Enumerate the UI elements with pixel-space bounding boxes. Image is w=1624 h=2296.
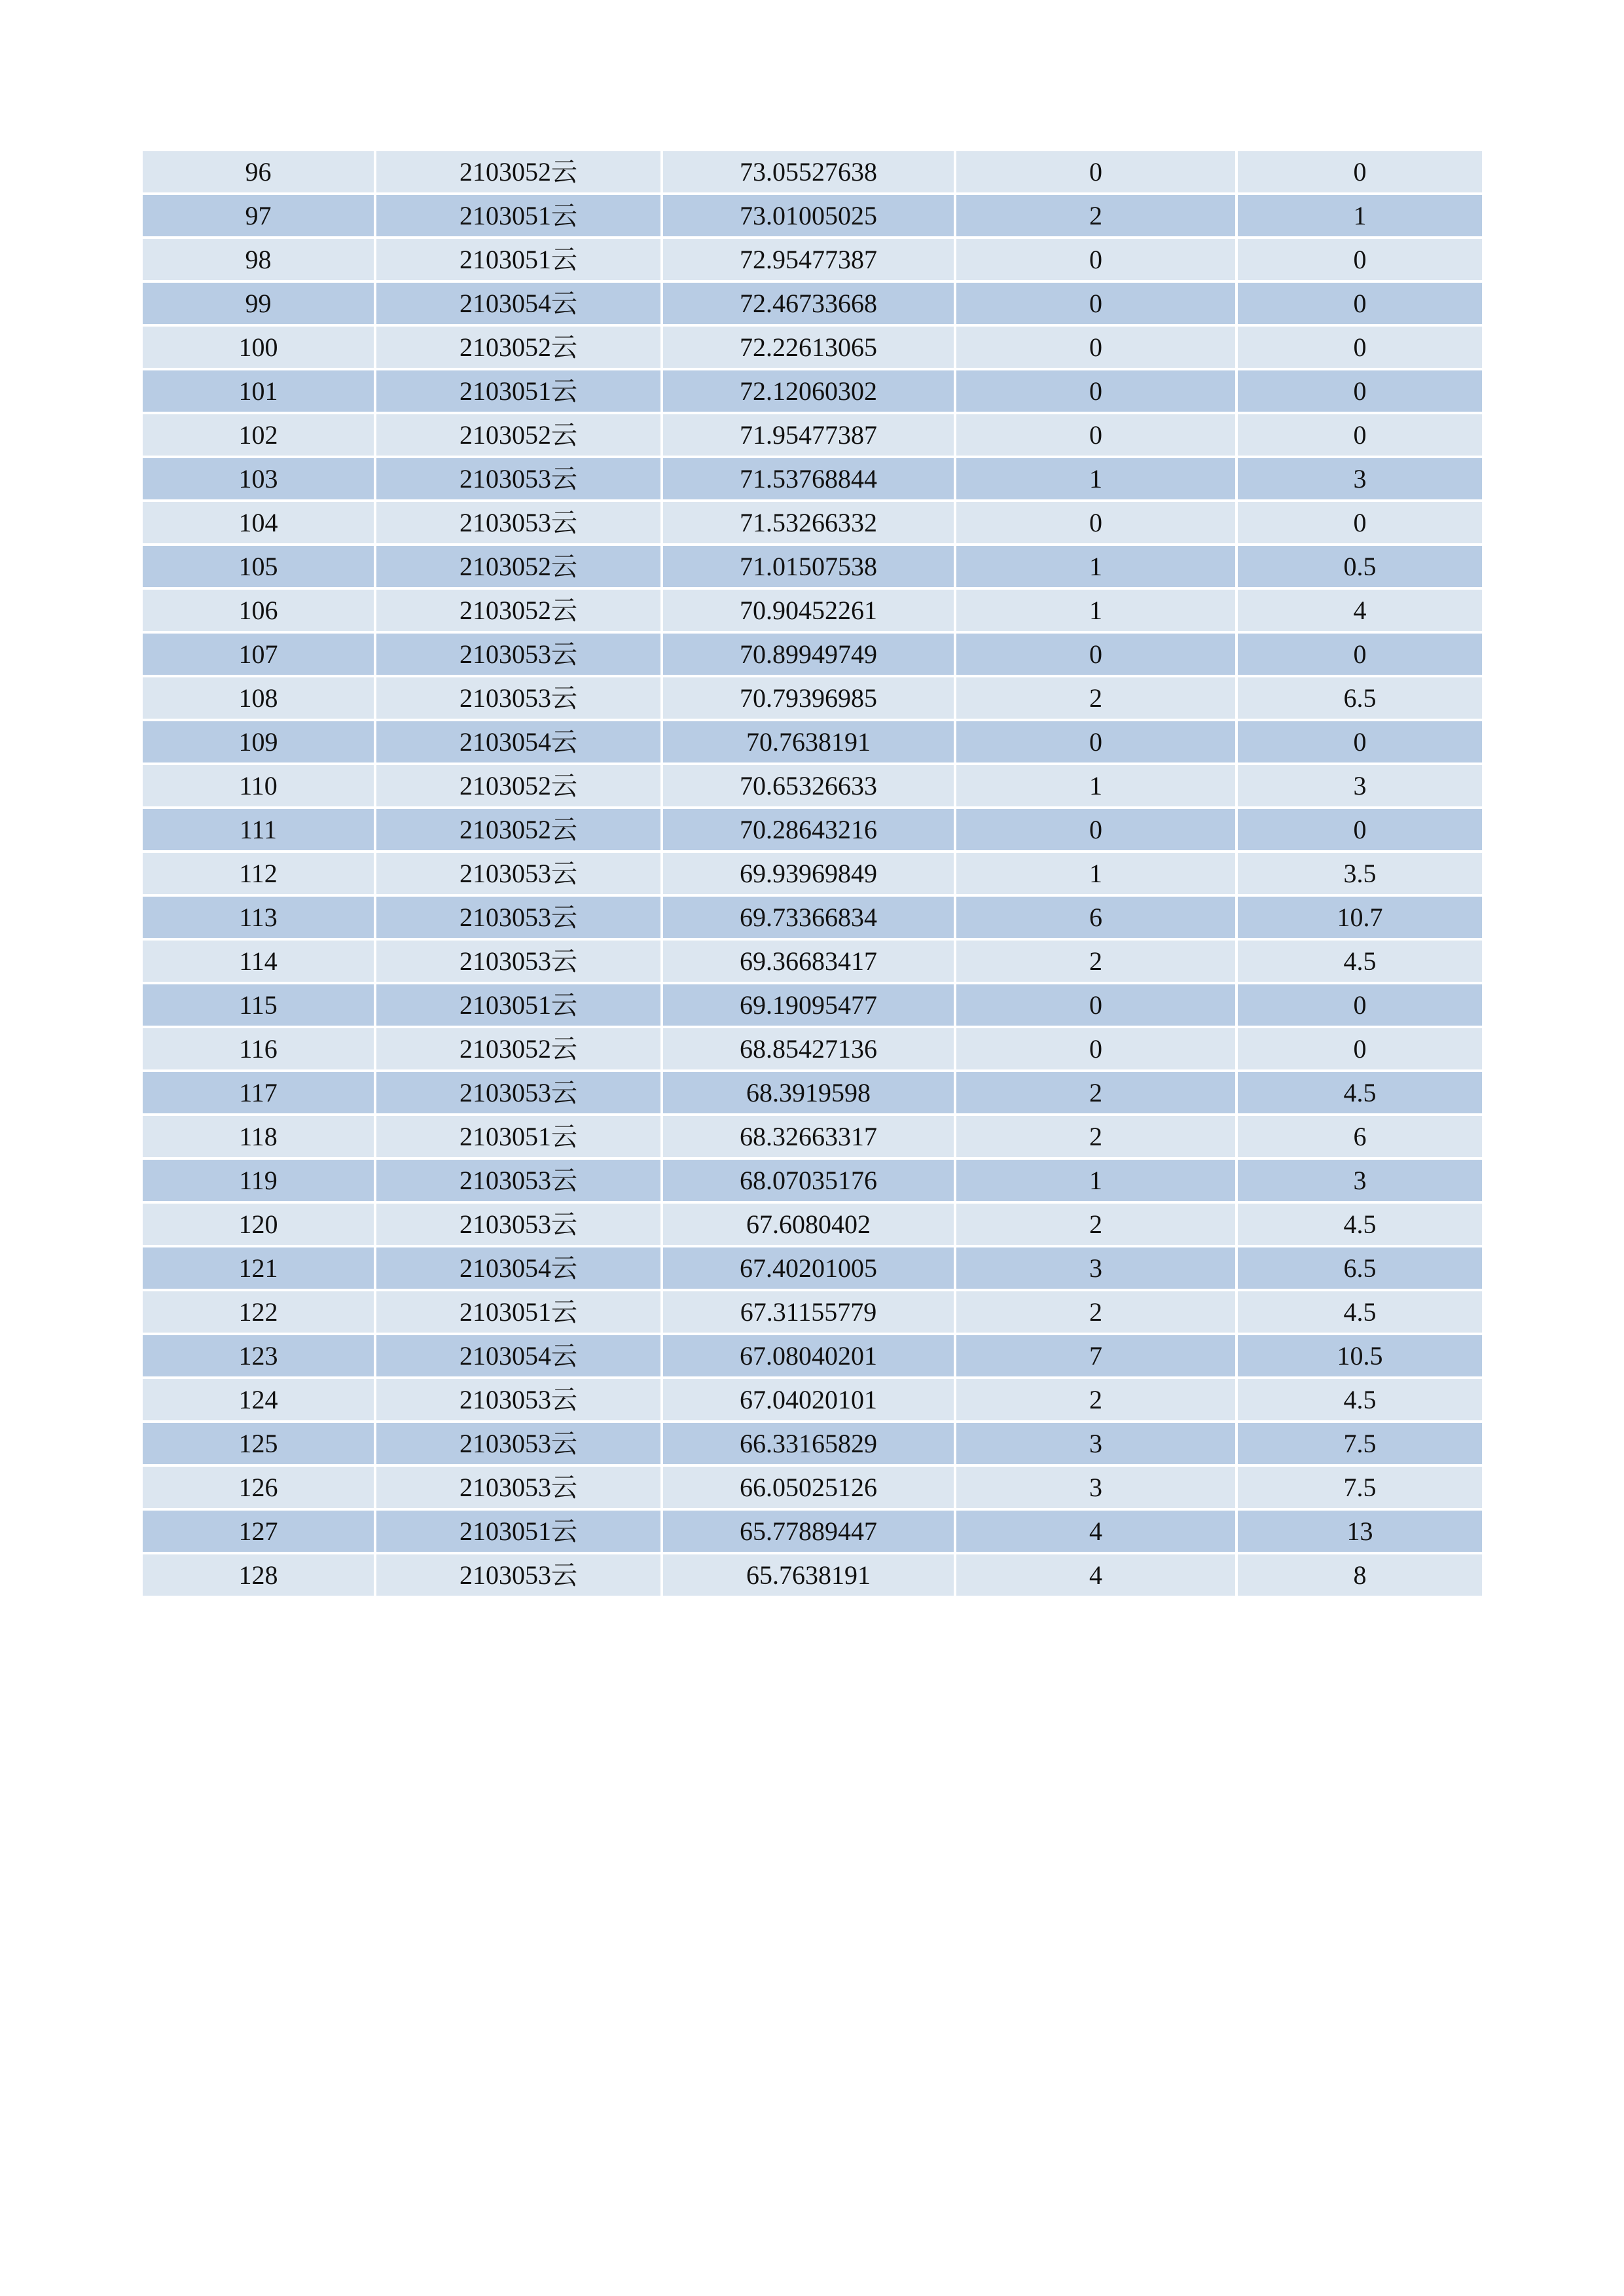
class-cell: 2103053云 [375,1465,662,1509]
count-cell: 0 [955,369,1236,413]
rank-cell: 106 [141,588,375,632]
score-cell: 70.90452261 [662,588,955,632]
class-cell: 2103053云 [375,457,662,501]
class-cell: 2103051云 [375,1290,662,1334]
count-cell: 2 [955,1115,1236,1158]
count-cell: 0 [955,238,1236,281]
score-cell: 65.7638191 [662,1553,955,1597]
class-cell: 2103052云 [375,150,662,194]
class-cell: 2103051云 [375,369,662,413]
class-cell: 2103052云 [375,545,662,588]
count-cell: 0 [955,632,1236,676]
class-cell: 2103051云 [375,1509,662,1553]
class-cell: 2103053云 [375,852,662,895]
table-row [141,939,1483,983]
class-cell: 2103054云 [375,720,662,764]
rank-cell: 123 [141,1334,375,1378]
points-cell: 3 [1236,457,1483,501]
table-row [141,457,1483,501]
class-cell: 2103053云 [375,1378,662,1422]
points-cell: 6 [1236,1115,1483,1158]
table-row [141,1290,1483,1334]
score-cell: 72.46733668 [662,281,955,325]
points-cell: 7.5 [1236,1422,1483,1465]
score-cell: 66.05025126 [662,1465,955,1509]
class-cell: 2103053云 [375,1202,662,1246]
table-body [141,150,1483,1597]
table-row [141,852,1483,895]
score-cell: 69.93969849 [662,852,955,895]
score-cell: 72.22613065 [662,325,955,369]
table-row [141,1246,1483,1290]
points-cell: 3 [1236,1158,1483,1202]
score-cell: 69.73366834 [662,895,955,939]
count-cell: 1 [955,588,1236,632]
rank-cell: 118 [141,1115,375,1158]
table-row [141,325,1483,369]
count-cell: 1 [955,764,1236,808]
count-cell: 3 [955,1422,1236,1465]
class-cell: 2103053云 [375,501,662,545]
table-row [141,588,1483,632]
class-cell: 2103052云 [375,808,662,852]
points-cell: 4.5 [1236,1378,1483,1422]
rank-cell: 97 [141,194,375,238]
rank-cell: 103 [141,457,375,501]
score-cell: 67.6080402 [662,1202,955,1246]
table-row [141,1027,1483,1071]
score-cell: 71.01507538 [662,545,955,588]
class-cell: 2103052云 [375,764,662,808]
class-cell: 2103053云 [375,1071,662,1115]
score-cell: 67.40201005 [662,1246,955,1290]
score-cell: 72.95477387 [662,238,955,281]
class-cell: 2103054云 [375,1334,662,1378]
class-cell: 2103053云 [375,1158,662,1202]
rank-cell: 112 [141,852,375,895]
table-row [141,1202,1483,1246]
score-cell: 71.95477387 [662,413,955,457]
rank-cell: 115 [141,983,375,1027]
rank-cell: 116 [141,1027,375,1071]
class-cell: 2103053云 [375,632,662,676]
table-row [141,369,1483,413]
count-cell: 3 [955,1246,1236,1290]
count-cell: 7 [955,1334,1236,1378]
score-cell: 68.85427136 [662,1027,955,1071]
class-cell: 2103051云 [375,1115,662,1158]
class-cell: 2103052云 [375,325,662,369]
count-cell: 0 [955,808,1236,852]
table-row [141,1465,1483,1509]
rank-cell: 104 [141,501,375,545]
table-row [141,281,1483,325]
score-cell: 66.33165829 [662,1422,955,1465]
score-cell: 72.12060302 [662,369,955,413]
points-cell: 0 [1236,720,1483,764]
points-cell: 13 [1236,1509,1483,1553]
score-cell: 70.89949749 [662,632,955,676]
class-cell: 2103053云 [375,895,662,939]
rank-cell: 111 [141,808,375,852]
rank-cell: 124 [141,1378,375,1422]
count-cell: 2 [955,1290,1236,1334]
points-cell: 0 [1236,501,1483,545]
points-cell: 6.5 [1236,1246,1483,1290]
table-row [141,676,1483,720]
count-cell: 0 [955,983,1236,1027]
points-cell: 4.5 [1236,1202,1483,1246]
rank-cell: 110 [141,764,375,808]
class-cell: 2103052云 [375,588,662,632]
points-cell: 0 [1236,413,1483,457]
table-row [141,1334,1483,1378]
points-cell: 0 [1236,281,1483,325]
class-cell: 2103053云 [375,1553,662,1597]
rank-cell: 109 [141,720,375,764]
score-cell: 69.36683417 [662,939,955,983]
table-row [141,764,1483,808]
score-cell: 67.08040201 [662,1334,955,1378]
count-cell: 1 [955,545,1236,588]
score-cell: 70.28643216 [662,808,955,852]
count-cell: 2 [955,1071,1236,1115]
table-row [141,983,1483,1027]
points-cell: 4.5 [1236,939,1483,983]
table-row [141,808,1483,852]
points-cell: 1 [1236,194,1483,238]
table-row [141,1509,1483,1553]
points-cell: 8 [1236,1553,1483,1597]
count-cell: 6 [955,895,1236,939]
score-cell: 71.53266332 [662,501,955,545]
rank-cell: 122 [141,1290,375,1334]
score-cell: 68.32663317 [662,1115,955,1158]
class-cell: 2103054云 [375,1246,662,1290]
score-cell: 67.31155779 [662,1290,955,1334]
count-cell: 0 [955,281,1236,325]
score-cell: 70.7638191 [662,720,955,764]
points-cell: 4.5 [1236,1071,1483,1115]
count-cell: 4 [955,1553,1236,1597]
count-cell: 0 [955,150,1236,194]
count-cell: 2 [955,1202,1236,1246]
class-cell: 2103053云 [375,939,662,983]
table-row [141,150,1483,194]
points-cell: 10.7 [1236,895,1483,939]
table-row [141,1378,1483,1422]
count-cell: 4 [955,1509,1236,1553]
count-cell: 2 [955,676,1236,720]
count-cell: 0 [955,325,1236,369]
score-cell: 67.04020101 [662,1378,955,1422]
count-cell: 1 [955,852,1236,895]
rank-cell: 108 [141,676,375,720]
ranking-table [140,149,1485,1598]
score-cell: 65.77889447 [662,1509,955,1553]
table-row [141,545,1483,588]
points-cell: 0.5 [1236,545,1483,588]
class-cell: 2103051云 [375,983,662,1027]
class-cell: 2103052云 [375,413,662,457]
count-cell: 3 [955,1465,1236,1509]
table-row [141,1071,1483,1115]
score-cell: 73.05527638 [662,150,955,194]
points-cell: 0 [1236,632,1483,676]
score-cell: 73.01005025 [662,194,955,238]
rank-cell: 125 [141,1422,375,1465]
count-cell: 0 [955,720,1236,764]
table-row [141,1422,1483,1465]
score-cell: 70.65326633 [662,764,955,808]
count-cell: 2 [955,1378,1236,1422]
rank-cell: 127 [141,1509,375,1553]
class-cell: 2103051云 [375,238,662,281]
points-cell: 3.5 [1236,852,1483,895]
points-cell: 7.5 [1236,1465,1483,1509]
table-row [141,1553,1483,1597]
rank-cell: 102 [141,413,375,457]
rank-cell: 107 [141,632,375,676]
points-cell: 0 [1236,808,1483,852]
rank-cell: 101 [141,369,375,413]
rank-cell: 98 [141,238,375,281]
count-cell: 0 [955,1027,1236,1071]
points-cell: 4.5 [1236,1290,1483,1334]
class-cell: 2103052云 [375,1027,662,1071]
points-cell: 3 [1236,764,1483,808]
table-row [141,194,1483,238]
points-cell: 10.5 [1236,1334,1483,1378]
count-cell: 2 [955,939,1236,983]
score-cell: 69.19095477 [662,983,955,1027]
rank-cell: 113 [141,895,375,939]
table-row [141,413,1483,457]
points-cell: 0 [1236,238,1483,281]
count-cell: 2 [955,194,1236,238]
points-cell: 6.5 [1236,676,1483,720]
rank-cell: 105 [141,545,375,588]
rank-cell: 119 [141,1158,375,1202]
rank-cell: 121 [141,1246,375,1290]
points-cell: 0 [1236,1027,1483,1071]
rank-cell: 96 [141,150,375,194]
table-row [141,501,1483,545]
table-row [141,1158,1483,1202]
rank-cell: 100 [141,325,375,369]
count-cell: 0 [955,501,1236,545]
table-row [141,720,1483,764]
rank-cell: 117 [141,1071,375,1115]
points-cell: 0 [1236,325,1483,369]
table-row [141,1115,1483,1158]
table-row [141,895,1483,939]
points-cell: 0 [1236,150,1483,194]
class-cell: 2103054云 [375,281,662,325]
points-cell: 0 [1236,369,1483,413]
class-cell: 2103053云 [375,676,662,720]
count-cell: 1 [955,1158,1236,1202]
rank-cell: 114 [141,939,375,983]
score-cell: 68.3919598 [662,1071,955,1115]
rank-cell: 99 [141,281,375,325]
count-cell: 1 [955,457,1236,501]
rank-cell: 128 [141,1553,375,1597]
rank-cell: 126 [141,1465,375,1509]
table-row [141,238,1483,281]
count-cell: 0 [955,413,1236,457]
class-cell: 2103051云 [375,194,662,238]
score-cell: 71.53768844 [662,457,955,501]
points-cell: 0 [1236,983,1483,1027]
table-row [141,632,1483,676]
points-cell: 4 [1236,588,1483,632]
rank-cell: 120 [141,1202,375,1246]
score-cell: 70.79396985 [662,676,955,720]
score-cell: 68.07035176 [662,1158,955,1202]
class-cell: 2103053云 [375,1422,662,1465]
